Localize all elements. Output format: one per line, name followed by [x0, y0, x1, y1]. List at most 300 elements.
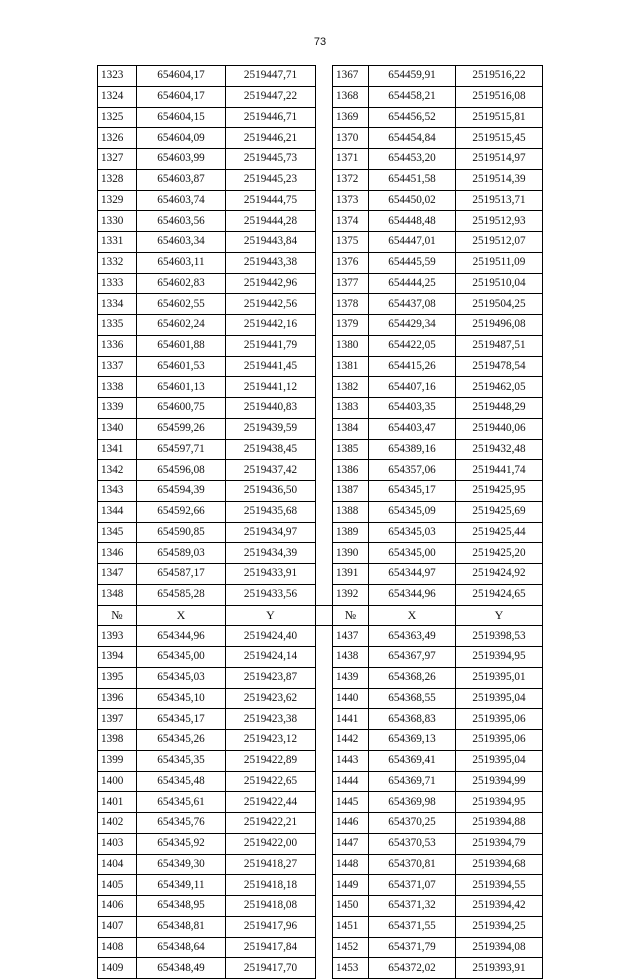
column-gap — [316, 128, 333, 149]
point-number: 1328 — [98, 169, 137, 190]
y-coordinate: 2519395,04 — [456, 688, 543, 709]
y-coordinate: 2519441,74 — [456, 460, 543, 481]
x-coordinate: 654604,09 — [137, 128, 226, 149]
y-coordinate: 2519394,79 — [456, 833, 543, 854]
point-number: 1382 — [333, 377, 369, 398]
column-gap — [316, 750, 333, 771]
x-coordinate: 654603,99 — [137, 149, 226, 170]
y-coordinate: 2519442,96 — [226, 273, 316, 294]
table-row — [98, 522, 543, 543]
y-coordinate: 2519496,08 — [456, 315, 543, 336]
y-coordinate: 2519440,06 — [456, 418, 543, 439]
y-coordinate: 2519447,71 — [226, 66, 316, 87]
y-coordinate: 2519512,07 — [456, 232, 543, 253]
y-coordinate: 2519446,21 — [226, 128, 316, 149]
x-coordinate: 654345,09 — [369, 501, 456, 522]
point-number: 1378 — [333, 294, 369, 315]
point-number: 1375 — [333, 232, 369, 253]
point-number: 1339 — [98, 398, 137, 419]
point-number: 1324 — [98, 86, 137, 107]
point-number: 1409 — [98, 958, 137, 979]
y-coordinate: 2519510,04 — [456, 273, 543, 294]
y-coordinate: 2519443,84 — [226, 232, 316, 253]
y-coordinate: 2519443,38 — [226, 252, 316, 273]
point-number: 1452 — [333, 937, 369, 958]
x-coordinate: 654459,91 — [369, 66, 456, 87]
y-coordinate: 2519394,42 — [456, 896, 543, 917]
table-row — [98, 128, 543, 149]
x-coordinate: 654371,79 — [369, 937, 456, 958]
x-coordinate: 654403,47 — [369, 418, 456, 439]
column-gap — [316, 605, 333, 626]
x-coordinate: 654447,01 — [369, 232, 456, 253]
header-y: Y — [456, 605, 543, 626]
point-number: 1387 — [333, 481, 369, 502]
table-row — [98, 958, 543, 979]
table-row — [98, 149, 543, 170]
x-coordinate: 654603,74 — [137, 190, 226, 211]
point-number: 1345 — [98, 522, 137, 543]
point-number: 1381 — [333, 356, 369, 377]
x-coordinate: 654345,61 — [137, 792, 226, 813]
y-coordinate: 2519438,45 — [226, 439, 316, 460]
x-coordinate: 654368,55 — [369, 688, 456, 709]
y-coordinate: 2519441,45 — [226, 356, 316, 377]
point-number: 1323 — [98, 66, 137, 87]
point-number: 1373 — [333, 190, 369, 211]
table-row — [98, 335, 543, 356]
y-coordinate: 2519424,65 — [456, 584, 543, 605]
x-coordinate: 654604,17 — [137, 66, 226, 87]
table-row — [98, 273, 543, 294]
y-coordinate: 2519433,91 — [226, 564, 316, 585]
table-row — [98, 211, 543, 232]
y-coordinate: 2519504,25 — [456, 294, 543, 315]
x-coordinate: 654415,26 — [369, 356, 456, 377]
point-number: 1438 — [333, 647, 369, 668]
y-coordinate: 2519395,01 — [456, 667, 543, 688]
point-number: 1371 — [333, 149, 369, 170]
header-number: № — [333, 605, 369, 626]
x-coordinate: 654589,03 — [137, 543, 226, 564]
point-number: 1401 — [98, 792, 137, 813]
column-gap — [316, 66, 333, 87]
column-gap — [316, 792, 333, 813]
column-gap — [316, 356, 333, 377]
column-gap — [316, 86, 333, 107]
y-coordinate: 2519514,39 — [456, 169, 543, 190]
x-coordinate: 654369,41 — [369, 750, 456, 771]
x-coordinate: 654603,56 — [137, 211, 226, 232]
x-coordinate: 654367,97 — [369, 647, 456, 668]
y-coordinate: 2519440,83 — [226, 398, 316, 419]
page-number: 73 — [313, 36, 327, 48]
column-gap — [316, 647, 333, 668]
point-number: 1367 — [333, 66, 369, 87]
point-number: 1445 — [333, 792, 369, 813]
table-row — [98, 190, 543, 211]
y-coordinate: 2519442,16 — [226, 315, 316, 336]
table-row — [98, 916, 543, 937]
y-coordinate: 2519425,20 — [456, 543, 543, 564]
y-coordinate: 2519511,09 — [456, 252, 543, 273]
x-coordinate: 654604,17 — [137, 86, 226, 107]
column-gap — [316, 584, 333, 605]
column-gap — [316, 107, 333, 128]
table-row — [98, 418, 543, 439]
header-x: X — [369, 605, 456, 626]
column-gap — [316, 252, 333, 273]
y-coordinate: 2519444,28 — [226, 211, 316, 232]
table-row — [98, 792, 543, 813]
x-coordinate: 654344,96 — [137, 626, 226, 647]
x-coordinate: 654348,49 — [137, 958, 226, 979]
y-coordinate: 2519425,44 — [456, 522, 543, 543]
table-row — [98, 854, 543, 875]
table-row — [98, 584, 543, 605]
point-number: 1329 — [98, 190, 137, 211]
x-coordinate: 654403,35 — [369, 398, 456, 419]
point-number: 1402 — [98, 813, 137, 834]
y-coordinate: 2519442,56 — [226, 294, 316, 315]
column-gap — [316, 543, 333, 564]
column-gap — [316, 335, 333, 356]
point-number: 1370 — [333, 128, 369, 149]
point-number: 1327 — [98, 149, 137, 170]
table-row — [98, 377, 543, 398]
column-gap — [316, 294, 333, 315]
x-coordinate: 654345,17 — [369, 481, 456, 502]
point-number: 1442 — [333, 730, 369, 751]
point-number: 1372 — [333, 169, 369, 190]
x-coordinate: 654372,02 — [369, 958, 456, 979]
y-coordinate: 2519439,59 — [226, 418, 316, 439]
column-gap — [316, 937, 333, 958]
x-coordinate: 654349,30 — [137, 854, 226, 875]
y-coordinate: 2519418,27 — [226, 854, 316, 875]
y-coordinate: 2519516,22 — [456, 66, 543, 87]
y-coordinate: 2519487,51 — [456, 335, 543, 356]
column-gap — [316, 709, 333, 730]
y-coordinate: 2519417,70 — [226, 958, 316, 979]
x-coordinate: 654448,48 — [369, 211, 456, 232]
y-coordinate: 2519441,12 — [226, 377, 316, 398]
y-coordinate: 2519434,97 — [226, 522, 316, 543]
column-gap — [316, 730, 333, 751]
y-coordinate: 2519432,48 — [456, 439, 543, 460]
point-number: 1377 — [333, 273, 369, 294]
y-coordinate: 2519516,08 — [456, 86, 543, 107]
x-coordinate: 654600,75 — [137, 398, 226, 419]
x-coordinate: 654370,25 — [369, 813, 456, 834]
table-row — [98, 730, 543, 751]
y-coordinate: 2519394,55 — [456, 875, 543, 896]
x-coordinate: 654596,08 — [137, 460, 226, 481]
x-coordinate: 654345,03 — [369, 522, 456, 543]
point-number: 1403 — [98, 833, 137, 854]
y-coordinate: 2519395,06 — [456, 730, 543, 751]
column-gap — [316, 315, 333, 336]
point-number: 1337 — [98, 356, 137, 377]
point-number: 1400 — [98, 771, 137, 792]
point-number: 1393 — [98, 626, 137, 647]
header-x: X — [137, 605, 226, 626]
point-number: 1446 — [333, 813, 369, 834]
x-coordinate: 654602,55 — [137, 294, 226, 315]
y-coordinate: 2519514,97 — [456, 149, 543, 170]
point-number: 1335 — [98, 315, 137, 336]
point-number: 1449 — [333, 875, 369, 896]
table-row — [98, 750, 543, 771]
point-number: 1376 — [333, 252, 369, 273]
x-coordinate: 654422,05 — [369, 335, 456, 356]
y-coordinate: 2519394,68 — [456, 854, 543, 875]
column-gap — [316, 813, 333, 834]
y-coordinate: 2519423,12 — [226, 730, 316, 751]
point-number: 1369 — [333, 107, 369, 128]
x-coordinate: 654345,35 — [137, 750, 226, 771]
y-coordinate: 2519425,69 — [456, 501, 543, 522]
y-coordinate: 2519422,44 — [226, 792, 316, 813]
x-coordinate: 654597,71 — [137, 439, 226, 460]
x-coordinate: 654601,53 — [137, 356, 226, 377]
column-gap — [316, 771, 333, 792]
x-coordinate: 654349,11 — [137, 875, 226, 896]
column-gap — [316, 232, 333, 253]
point-number: 1340 — [98, 418, 137, 439]
table-row — [98, 667, 543, 688]
y-coordinate: 2519394,25 — [456, 916, 543, 937]
x-coordinate: 654368,83 — [369, 709, 456, 730]
x-coordinate: 654602,24 — [137, 315, 226, 336]
point-number: 1383 — [333, 398, 369, 419]
y-coordinate: 2519436,50 — [226, 481, 316, 502]
point-number: 1398 — [98, 730, 137, 751]
x-coordinate: 654437,08 — [369, 294, 456, 315]
point-number: 1341 — [98, 439, 137, 460]
x-coordinate: 654603,87 — [137, 169, 226, 190]
point-number: 1444 — [333, 771, 369, 792]
y-coordinate: 2519437,42 — [226, 460, 316, 481]
x-coordinate: 654370,53 — [369, 833, 456, 854]
x-coordinate: 654602,83 — [137, 273, 226, 294]
x-coordinate: 654371,55 — [369, 916, 456, 937]
table-row — [98, 771, 543, 792]
column-gap — [316, 460, 333, 481]
point-number: 1448 — [333, 854, 369, 875]
column-gap — [316, 398, 333, 419]
point-number: 1384 — [333, 418, 369, 439]
point-number: 1348 — [98, 584, 137, 605]
x-coordinate: 654345,48 — [137, 771, 226, 792]
point-number: 1392 — [333, 584, 369, 605]
point-number: 1443 — [333, 750, 369, 771]
x-coordinate: 654371,07 — [369, 875, 456, 896]
point-number: 1439 — [333, 667, 369, 688]
table-row — [98, 647, 543, 668]
x-coordinate: 654456,52 — [369, 107, 456, 128]
column-gap — [316, 854, 333, 875]
y-coordinate: 2519513,71 — [456, 190, 543, 211]
x-coordinate: 654603,11 — [137, 252, 226, 273]
y-coordinate: 2519425,95 — [456, 481, 543, 502]
x-coordinate: 654345,26 — [137, 730, 226, 751]
x-coordinate: 654345,10 — [137, 688, 226, 709]
point-number: 1391 — [333, 564, 369, 585]
x-coordinate: 654587,17 — [137, 564, 226, 585]
y-coordinate: 2519418,08 — [226, 896, 316, 917]
y-coordinate: 2519395,04 — [456, 750, 543, 771]
x-coordinate: 654389,16 — [369, 439, 456, 460]
y-coordinate: 2519422,65 — [226, 771, 316, 792]
point-number: 1441 — [333, 709, 369, 730]
point-number: 1331 — [98, 232, 137, 253]
y-coordinate: 2519423,62 — [226, 688, 316, 709]
x-coordinate: 654345,17 — [137, 709, 226, 730]
point-number: 1344 — [98, 501, 137, 522]
column-gap — [316, 916, 333, 937]
y-coordinate: 2519394,95 — [456, 792, 543, 813]
x-coordinate: 654345,00 — [369, 543, 456, 564]
column-gap — [316, 418, 333, 439]
x-coordinate: 654345,76 — [137, 813, 226, 834]
y-coordinate: 2519434,39 — [226, 543, 316, 564]
column-gap — [316, 501, 333, 522]
column-gap — [316, 377, 333, 398]
x-coordinate: 654345,92 — [137, 833, 226, 854]
point-number: 1342 — [98, 460, 137, 481]
y-coordinate: 2519444,75 — [226, 190, 316, 211]
x-coordinate: 654429,34 — [369, 315, 456, 336]
x-coordinate: 654370,81 — [369, 854, 456, 875]
x-coordinate: 654450,02 — [369, 190, 456, 211]
point-number: 1437 — [333, 626, 369, 647]
y-coordinate: 2519424,92 — [456, 564, 543, 585]
table-row — [98, 460, 543, 481]
y-coordinate: 2519417,84 — [226, 937, 316, 958]
point-number: 1330 — [98, 211, 137, 232]
table-row — [98, 626, 543, 647]
x-coordinate: 654458,21 — [369, 86, 456, 107]
y-coordinate: 2519441,79 — [226, 335, 316, 356]
point-number: 1374 — [333, 211, 369, 232]
table-row — [98, 169, 543, 190]
y-coordinate: 2519462,05 — [456, 377, 543, 398]
table-row — [98, 543, 543, 564]
header-y: Y — [226, 605, 316, 626]
x-coordinate: 654345,00 — [137, 647, 226, 668]
table-row — [98, 896, 543, 917]
point-number: 1347 — [98, 564, 137, 585]
column-gap — [316, 190, 333, 211]
point-number: 1451 — [333, 916, 369, 937]
column-gap — [316, 169, 333, 190]
table-row — [98, 501, 543, 522]
point-number: 1405 — [98, 875, 137, 896]
table-row — [98, 398, 543, 419]
column-gap — [316, 211, 333, 232]
point-number: 1394 — [98, 647, 137, 668]
column-gap — [316, 626, 333, 647]
x-coordinate: 654407,16 — [369, 377, 456, 398]
point-number: 1379 — [333, 315, 369, 336]
point-number: 1336 — [98, 335, 137, 356]
y-coordinate: 2519394,08 — [456, 937, 543, 958]
column-gap — [316, 481, 333, 502]
y-coordinate: 2519435,68 — [226, 501, 316, 522]
table-row — [98, 481, 543, 502]
point-number: 1368 — [333, 86, 369, 107]
x-coordinate: 654344,96 — [369, 584, 456, 605]
x-coordinate: 654585,28 — [137, 584, 226, 605]
y-coordinate: 2519423,38 — [226, 709, 316, 730]
column-gap — [316, 833, 333, 854]
y-coordinate: 2519394,99 — [456, 771, 543, 792]
point-number: 1395 — [98, 667, 137, 688]
point-number: 1325 — [98, 107, 137, 128]
y-coordinate: 2519433,56 — [226, 584, 316, 605]
column-gap — [316, 688, 333, 709]
table-row — [98, 315, 543, 336]
point-number: 1346 — [98, 543, 137, 564]
x-coordinate: 654345,03 — [137, 667, 226, 688]
y-coordinate: 2519418,18 — [226, 875, 316, 896]
point-number: 1386 — [333, 460, 369, 481]
point-number: 1333 — [98, 273, 137, 294]
x-coordinate: 654454,84 — [369, 128, 456, 149]
header-number: № — [98, 605, 137, 626]
y-coordinate: 2519478,54 — [456, 356, 543, 377]
column-gap — [316, 667, 333, 688]
table-row — [98, 252, 543, 273]
y-coordinate: 2519424,14 — [226, 647, 316, 668]
x-coordinate: 654348,95 — [137, 896, 226, 917]
x-coordinate: 654371,32 — [369, 896, 456, 917]
column-gap — [316, 875, 333, 896]
coordinates-table-body — [98, 66, 543, 979]
y-coordinate: 2519515,81 — [456, 107, 543, 128]
point-number: 1440 — [333, 688, 369, 709]
point-number: 1338 — [98, 377, 137, 398]
table-row — [98, 232, 543, 253]
y-coordinate: 2519445,23 — [226, 169, 316, 190]
y-coordinate: 2519394,88 — [456, 813, 543, 834]
table-row — [98, 875, 543, 896]
x-coordinate: 654357,06 — [369, 460, 456, 481]
y-coordinate: 2519512,93 — [456, 211, 543, 232]
y-coordinate: 2519417,96 — [226, 916, 316, 937]
y-coordinate: 2519423,87 — [226, 667, 316, 688]
column-gap — [316, 273, 333, 294]
point-number: 1399 — [98, 750, 137, 771]
x-coordinate: 654451,58 — [369, 169, 456, 190]
point-number: 1388 — [333, 501, 369, 522]
y-coordinate: 2519447,22 — [226, 86, 316, 107]
point-number: 1380 — [333, 335, 369, 356]
x-coordinate: 654590,85 — [137, 522, 226, 543]
point-number: 1343 — [98, 481, 137, 502]
table-row — [98, 709, 543, 730]
column-gap — [316, 896, 333, 917]
point-number: 1396 — [98, 688, 137, 709]
y-coordinate: 2519424,40 — [226, 626, 316, 647]
x-coordinate: 654601,88 — [137, 335, 226, 356]
y-coordinate: 2519395,06 — [456, 709, 543, 730]
point-number: 1447 — [333, 833, 369, 854]
point-number: 1397 — [98, 709, 137, 730]
point-number: 1406 — [98, 896, 137, 917]
point-number: 1385 — [333, 439, 369, 460]
